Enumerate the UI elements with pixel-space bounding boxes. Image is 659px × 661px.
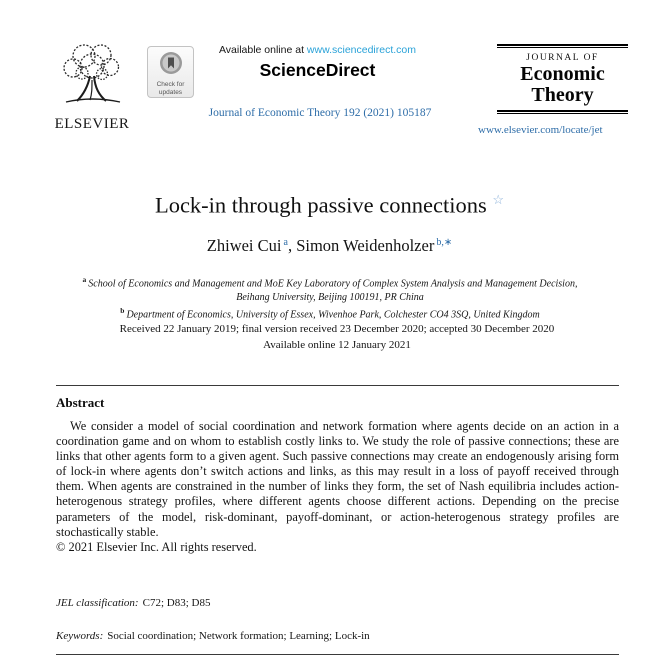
jel-classification-line	[56, 597, 210, 609]
author-2-affiliation-link[interactable]: b,∗	[436, 236, 453, 248]
affiliations-block	[70, 273, 590, 322]
elsevier-tree-icon	[54, 40, 130, 110]
author-1-name: Zhiwei Cui	[206, 236, 282, 255]
article-title: Lock-in through passive connections ☆	[154, 192, 505, 218]
available-online-date-line: Available online 12 January 2021	[263, 339, 411, 351]
author-1-affiliation-link[interactable]: a	[283, 236, 288, 248]
journal-masthead-box	[497, 44, 628, 114]
journal-homepage-link[interactable]: www.elsevier.com/locate/jet	[478, 124, 603, 136]
available-online-line	[185, 44, 450, 56]
abstract-body: We consider a model of social coordination and network formation where agents decide on an action in a coordination game and on whom to establish costly links to. We study the role of passive connections; these are links that other agents form to a given agent. Such passive connections may create an endogenously arising form of lock-in where agents don’t switch actions and links, as this may result in a loss of payoff received through them. When agents are constrained in the number of links they form, the set of Nash equilibria includes action-heterogenous strategy profiles, where different agents choose different actions. Depending on the precise parameters of the model, risk-dominant, payoff-dominant, or action-heterogenous strategy profiles are stochastically stable.	[56, 419, 619, 539]
journal-name-line1: JOURNAL OF	[526, 53, 599, 63]
elsevier-logo	[48, 40, 136, 133]
journal-citation-link[interactable]: Journal of Economic Theory 192 (2021) 105187	[208, 107, 432, 119]
masthead-bottom-rule	[497, 110, 628, 114]
author-2-name: Simon Weidenholzer	[296, 236, 435, 255]
journal-name-line2: Economic	[520, 63, 605, 85]
sciencedirect-url-link[interactable]: www.sciencedirect.com	[306, 44, 417, 56]
copyright-line: © 2021 Elsevier Inc. All rights reserved.	[56, 539, 257, 554]
authors-line: Zhiwei Cui $^a$, Simon Weidenholzer $^{b,∗}$	[206, 236, 453, 255]
keywords-label: Keywords:	[56, 630, 104, 642]
jel-codes: C72; D83; D85	[142, 597, 211, 609]
check-badge-label-line2: updates	[158, 88, 183, 96]
abstract-heading: Abstract	[56, 395, 105, 410]
received-dates-line: Received 22 January 2019; final version received 23 December 2020; accepted 30 December 2020	[119, 323, 555, 335]
abstract-top-rule	[56, 385, 619, 386]
keywords-line	[56, 630, 370, 642]
abstract-section	[56, 419, 619, 555]
check-badge-label-line1: Check for	[156, 81, 185, 88]
keywords-list: Social coordination; Network formation; Learning; Lock-in	[107, 630, 370, 642]
sciencedirect-brand: ScienceDirect	[259, 60, 376, 80]
keywords-bottom-rule	[56, 654, 619, 655]
journal-name-line3: Theory	[531, 84, 594, 106]
bookmark-icon	[158, 50, 184, 76]
available-online-text: Available online at	[218, 44, 307, 56]
affiliation-a: $^a$ School of Economics and Management and MoE Key Laboratory of Complex System Analysis and Management Decision, Beihang University, Beijing 100191, PR China	[82, 275, 578, 303]
title-footnote-star-icon[interactable]: ☆	[492, 192, 505, 207]
elsevier-wordmark: ELSEVIER	[54, 116, 130, 132]
affiliation-b: $^b$ Department of Economics, University of Essex, Wivenhoe Park, Colchester CO4 3SQ, United Kingdom	[120, 306, 540, 321]
jel-label: JEL classification:	[56, 597, 139, 609]
